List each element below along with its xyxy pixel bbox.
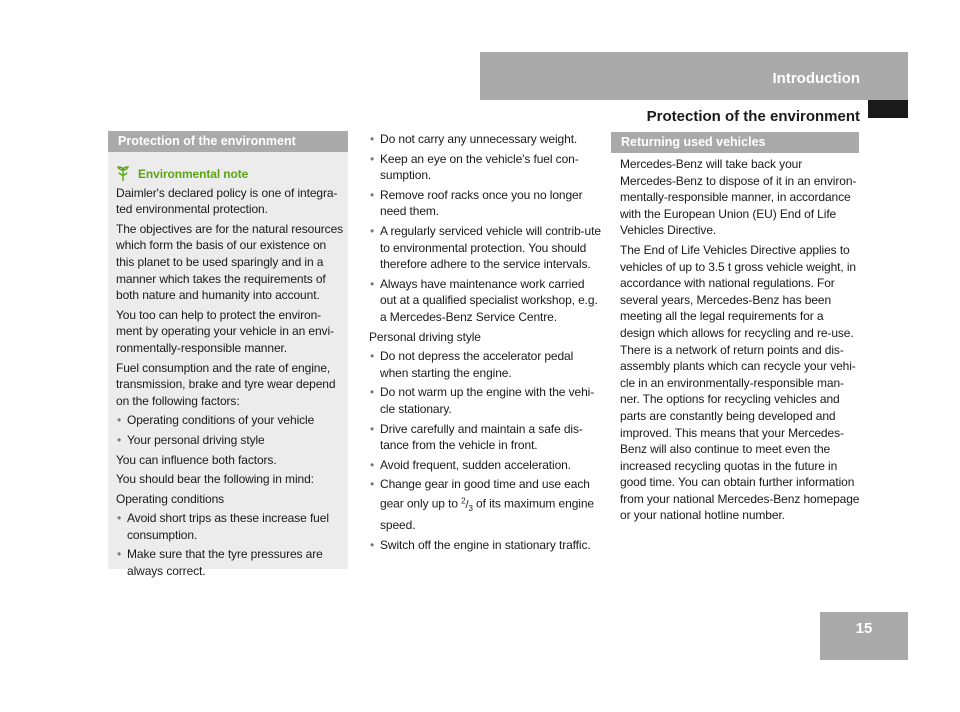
paragraph: The objectives are for the natural resources which form the basis of our existence on this planet to be used sparingly and in a manner which takes the requirements of both nature and humanity into account. [116, 221, 344, 303]
list-item: • Avoid frequent, sudden acceleration. [370, 457, 571, 472]
bullet-dot: • [370, 477, 375, 492]
driving-tips-column [369, 131, 603, 557]
list-item: • Switch off the engine in stationary traffic. [370, 537, 591, 552]
list-item: • Always have maintenance work carried out at a qualified specialist workshop, e.g. a Mercedes-Benz Service Centre. [370, 276, 598, 324]
subheading-personal-driving-style: Personal driving style [369, 329, 481, 344]
returning-vehicles-column [620, 156, 860, 527]
bullet-dot: • [370, 276, 375, 291]
list-item: • Operating conditions of your vehicle [117, 413, 315, 428]
bullet-dot: • [370, 421, 375, 436]
paragraph: You can influence both factors. [116, 452, 277, 467]
list-item: • Your personal driving style [117, 432, 265, 447]
list-item: • Do not warm up the engine with the vehi-cle stationary. [370, 385, 595, 416]
bullet-dot: • [117, 547, 122, 562]
list-item: • Do not depress the accelerator pedal when starting the engine. [370, 349, 574, 380]
bullet-dot: • [370, 537, 375, 552]
header-tab-marker [868, 100, 908, 118]
page-number: 15 [855, 620, 873, 637]
list-item: • Avoid short trips as these increase fuel consumption. [117, 511, 329, 542]
chapter-title: Introduction [772, 70, 860, 87]
leaf-icon [116, 166, 130, 182]
column-heading-returning: Returning used vehicles [611, 132, 859, 153]
note-title-row [116, 166, 346, 183]
paragraph: The End of Life Vehicles Directive applies to vehicles of up to 3.5 t gross vehicle weight, in accordance with national regulations. For several years, Mercedes-Benz has been meeting all the legal requirements for a design which allows for recycling and re-use. There is a network of return points and dis-assembly plants which can recycle your vehi-cle in an environmentally-responsible man-ner. The options for recycling vehicles and parts are constantly being developed and improved. This means that your Mercedes-Benz will also continue to meet even the increased recycling quotas in the future in good time. You can obtain further information from your national Mercedes-Benz homepage or your national hotline number. [620, 242, 860, 523]
bullet-dot: • [117, 413, 122, 428]
bullet-dot: • [370, 223, 375, 238]
paragraph: Fuel consumption and the rate of engine, transmission, brake and tyre wear depend on the following factors: [116, 360, 336, 408]
bullet-dot: • [117, 432, 122, 447]
bullet-dot: • [370, 457, 375, 472]
list-item: • A regularly serviced vehicle will contrib-ute to environmental protection. You should therefore adhere to the service intervals. [370, 223, 601, 272]
bullet-dot: • [370, 132, 375, 146]
environment-note-box [108, 131, 348, 579]
bullet-dot: • [370, 187, 375, 202]
paragraph: You too can help to protect the environ-ment by operating your vehicle in an envi-ronmentally-responsible manner. [116, 307, 334, 355]
list-item: • Remove roof racks once you no longer need them. [370, 187, 583, 219]
note-title: Environmental note [138, 167, 249, 181]
bullet-dot: • [370, 385, 375, 400]
section-title: Protection of the environment [646, 108, 860, 125]
column-heading: Protection of the environment [108, 131, 348, 152]
list-item: • Make sure that the tyre pressures are always correct. [117, 547, 323, 579]
list-item: • Keep an eye on the vehicle's fuel con-sumption. [370, 151, 579, 183]
bullet-dot: • [370, 151, 375, 166]
list-item: • Do not carry any unnecessary weight. [370, 132, 578, 146]
list-item: • Drive carefully and maintain a safe dis-tance from the vehicle in front. [370, 421, 583, 453]
bullet-dot: • [117, 511, 122, 526]
list-item: • Change gear in good time and use each gear only up to $^2/_3$ of its maximum engine speed. [370, 477, 594, 533]
paragraph: You should bear the following in mind: [116, 472, 314, 487]
fraction-two-thirds: $^2/_3$ [461, 495, 473, 513]
paragraph: Daimler's declared policy is one of integra-ted environmental protection. [116, 185, 338, 217]
bullet-dot: • [370, 349, 375, 364]
paragraph: Operating conditions [116, 491, 225, 506]
paragraph: Mercedes-Benz will take back your Mercedes-Benz to dispose of it in an environ-mentally-responsible manner, in accordance with the European Union (EU) End of Life Vehicles Directive. [620, 157, 857, 238]
